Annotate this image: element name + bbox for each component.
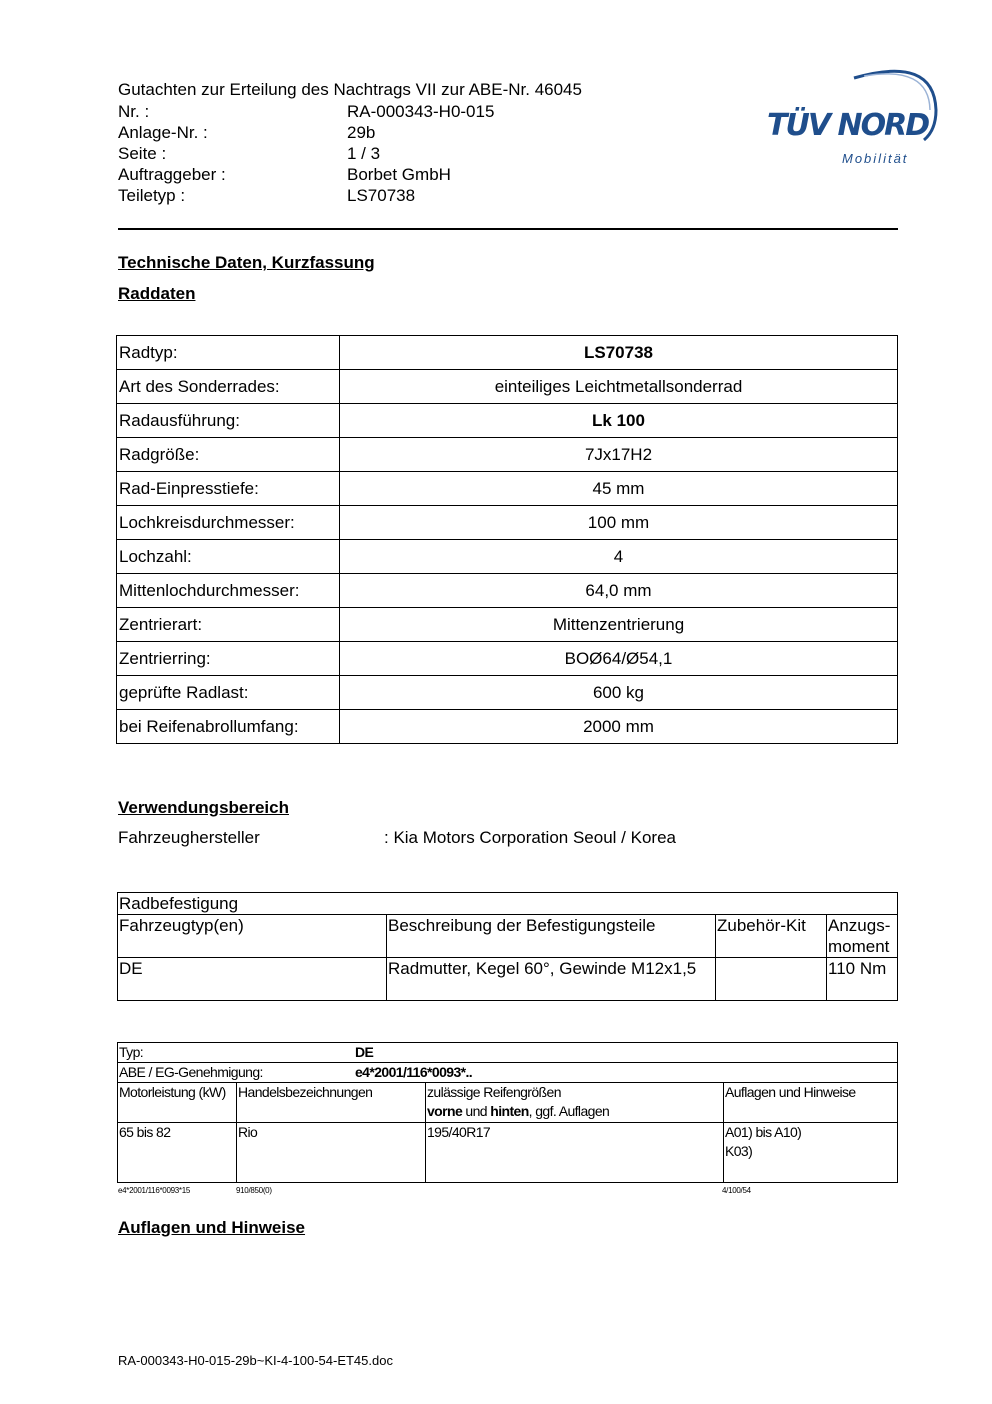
raddaten-row [117,574,898,608]
cell-handelsbezeichnung: Rio [237,1123,426,1183]
raddaten-value: BOØ64/Ø54,1 [340,642,898,676]
abe-row [118,1063,898,1083]
section-technische-daten: Technische Daten, Kurzfassung [118,253,375,272]
raddaten-label: bei Reifenabrollumfang: [117,710,340,744]
raddaten-label: Radausführung: [117,404,340,438]
raddaten-row [117,642,898,676]
header-handelsbezeichnungen: Handelsbezeichnungen [237,1083,426,1123]
raddaten-label: Mittenlochdurchmesser: [117,574,340,608]
raddaten-label: Zentrierring: [117,642,340,676]
footer-filename: RA-000343-H0-015-29b~KI-4-100-54-ET45.doc [118,1353,393,1368]
raddaten-label: Lochkreisdurchmesser: [117,506,340,540]
raddaten-value: 100 mm [340,506,898,540]
cell-fahrzeugtyp: DE [118,958,387,1001]
note-bolt: 4/100/54 [722,1186,751,1195]
raddaten-value: 600 kg [340,676,898,710]
section-verwendungsbereich: Verwendungsbereich [118,798,289,817]
typ-value: DE [355,1044,374,1060]
note-approval: e4*2001/116*0093*15 [118,1186,191,1195]
header-fahrzeugtyp: Fahrzeugtyp(en) [118,915,387,958]
raddaten-row [117,710,898,744]
radbefestigung-table [117,892,898,1001]
raddaten-label: Art des Sonderrades: [117,370,340,404]
fahrzeughersteller-label: Fahrzeughersteller [118,828,260,847]
raddaten-label: Rad-Einpresstiefe: [117,472,340,506]
abe-label: ABE / EG-Genehmigung: [119,1064,263,1080]
raddaten-value: 2000 mm [340,710,898,744]
raddaten-label: Radgröße: [117,438,340,472]
raddaten-row [117,676,898,710]
raddaten-row [117,472,898,506]
section-auflagen: Auflagen und Hinweise [118,1218,306,1237]
raddaten-value: 64,0 mm [340,574,898,608]
typ-table [117,1042,898,1183]
raddaten-value: Mittenzentrierung [340,608,898,642]
typ-row [118,1043,898,1063]
raddaten-row [117,540,898,574]
header-beschreibung: Beschreibung der Befestigungsteile [387,915,716,958]
tuev-nord-logo [764,60,944,170]
radbefestigung-title: Radbefestigung [118,893,898,915]
cell-zubehoer-kit [716,958,827,1001]
typ-label: Typ: [119,1044,144,1060]
note-code: 910/850(0) [236,1186,272,1195]
raddaten-value: 45 mm [340,472,898,506]
header-divider [118,228,898,230]
document-title: Gutachten zur Erteilung des Nachtrags VII zur ABE-Nr. 46045 [118,80,582,99]
raddaten-row [117,506,898,540]
header-anzugsmoment: Anzugs- moment [827,915,898,958]
abe-value: e4*2001/116*0093*.. [355,1064,473,1080]
raddaten-value: 7Jx17H2 [340,438,898,472]
raddaten-label: Radtyp: [117,336,340,370]
raddaten-value: Lk 100 [340,404,898,438]
cell-auflagen: A01) bis A10) K03) [724,1123,898,1183]
fahrzeughersteller-value: : Kia Motors Corporation Seoul / Korea [384,828,676,847]
header-auflagen: Auflagen und Hinweise [724,1083,898,1123]
raddaten-row [117,336,898,370]
header-motorleistung: Motorleistung (kW) [118,1083,237,1123]
raddaten-row [117,370,898,404]
raddaten-row [117,404,898,438]
section-raddaten: Raddaten [118,284,196,303]
header-reifengroessen: zulässige Reifengrößen vorne und hinten, ggf. Auflagen [426,1083,724,1123]
raddaten-row [117,608,898,642]
cell-motorleistung: 65 bis 82 [118,1123,237,1183]
raddaten-label: Zentrierart: [117,608,340,642]
cell-beschreibung: Radmutter, Kegel 60°, Gewinde M12x1,5 [387,958,716,1001]
cell-anzugsmoment: 110 Nm [827,958,898,1001]
raddaten-value: LS70738 [340,336,898,370]
logo-text: TÜV NORD [767,108,929,143]
logo-subtitle: Mobilität [842,151,909,166]
raddaten-label: Lochzahl: [117,540,340,574]
raddaten-row [117,438,898,472]
header-zubehoer-kit: Zubehör-Kit [716,915,827,958]
raddaten-label: geprüfte Radlast: [117,676,340,710]
raddaten-value: 4 [340,540,898,574]
raddaten-value: einteiliges Leichtmetallsonderrad [340,370,898,404]
raddaten-table [116,335,898,744]
cell-reifengroesse: 195/40R17 [426,1123,724,1183]
